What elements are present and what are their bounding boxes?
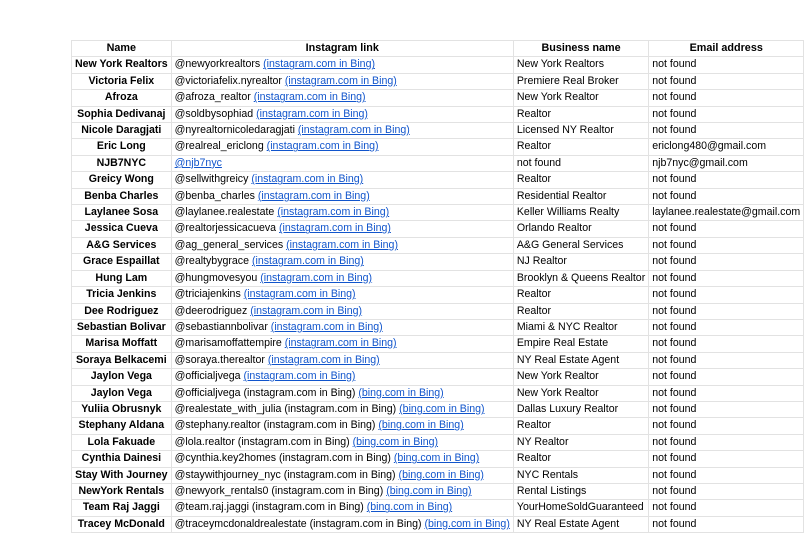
instagram-link[interactable]: (bing.com in Bing) — [358, 386, 444, 399]
table-row — [72, 418, 804, 434]
cell-name[interactable]: Hung Lam — [72, 270, 172, 286]
cell-email[interactable]: not found — [649, 221, 804, 237]
cell-name[interactable]: Jaylon Vega — [72, 385, 172, 401]
instagram-handle: @traceymcdonaldrealestate (instagram.com in Bing) — [174, 517, 422, 530]
cell-instagram[interactable] — [171, 483, 513, 499]
instagram-handle: @benba_charles — [174, 189, 255, 202]
cell-business[interactable]: Miami & NYC Realtor — [513, 319, 648, 335]
instagram-handle: @sebastiannbolivar — [174, 320, 268, 333]
cell-business[interactable]: Dallas Luxury Realtor — [513, 401, 648, 417]
instagram-handle: @marisamoffattempire — [174, 337, 282, 350]
cell-instagram[interactable] — [171, 385, 513, 401]
cell-business[interactable]: NY Real Estate Agent — [513, 516, 648, 532]
table-row — [72, 106, 804, 122]
table-row — [72, 434, 804, 450]
instagram-link[interactable]: (bing.com in Bing) — [378, 419, 464, 432]
cell-business[interactable]: Realtor — [513, 287, 648, 303]
cell-name[interactable]: Greicy Wong — [72, 172, 172, 188]
cell-business[interactable]: Orlando Realtor — [513, 221, 648, 237]
table-row — [72, 221, 804, 237]
instagram-handle: @sellwithgreicy — [174, 173, 249, 186]
instagram-link[interactable]: (instagram.com in Bing) — [251, 173, 364, 186]
cell-instagram[interactable] — [171, 369, 513, 385]
header-instagram[interactable]: Instagram link — [171, 41, 513, 57]
cell-instagram[interactable] — [171, 221, 513, 237]
header-row — [72, 41, 804, 57]
cell-business[interactable]: A&G General Services — [513, 237, 648, 253]
cell-instagram[interactable] — [171, 254, 513, 270]
cell-name[interactable]: Benba Charles — [72, 188, 172, 204]
table-row — [72, 123, 804, 139]
cell-email[interactable]: ericlong480@gmail.com — [649, 139, 804, 155]
cell-email[interactable]: not found — [649, 500, 804, 516]
table-row — [72, 57, 804, 73]
cell-business[interactable]: NJ Realtor — [513, 254, 648, 270]
table-row — [72, 287, 804, 303]
instagram-handle: @soldbysophiad — [174, 107, 254, 120]
cell-name[interactable]: NewYork Rentals — [72, 483, 172, 499]
table-row — [72, 270, 804, 286]
instagram-handle: @realtorjessicacueva — [174, 222, 277, 235]
instagram-link[interactable]: (bing.com in Bing) — [352, 435, 439, 448]
cell-name[interactable]: Grace Espaillat — [72, 254, 172, 270]
cell-instagram[interactable] — [171, 90, 513, 106]
cell-business[interactable]: Licensed NY Realtor — [513, 123, 648, 139]
cell-business[interactable]: New York Realtor — [513, 385, 648, 401]
table-row — [72, 516, 804, 532]
instagram-handle: @triciajenkins — [174, 288, 241, 301]
cell-business[interactable]: Realtor — [513, 451, 648, 467]
instagram-link[interactable]: (bing.com in Bing) — [424, 517, 510, 530]
cell-email[interactable]: laylanee.realestate@gmail.com — [649, 205, 804, 221]
cell-name[interactable]: Eric Long — [72, 139, 172, 155]
cell-email[interactable]: not found — [649, 434, 804, 450]
table-row — [72, 451, 804, 467]
cell-business[interactable]: New York Realtor — [513, 90, 648, 106]
cell-instagram[interactable] — [171, 106, 513, 122]
instagram-link[interactable]: (instagram.com in Bing) — [284, 74, 397, 87]
table-row — [72, 467, 804, 483]
cell-business[interactable]: Residential Realtor — [513, 188, 648, 204]
cell-instagram[interactable] — [171, 336, 513, 352]
cell-instagram[interactable] — [171, 237, 513, 253]
cell-email[interactable]: not found — [649, 369, 804, 385]
cell-business[interactable]: NY Real Estate Agent — [513, 352, 648, 368]
cell-name[interactable]: Dee Rodriguez — [72, 303, 172, 319]
instagram-link[interactable]: @njb7nyc — [174, 156, 222, 169]
cell-name[interactable]: Cynthia Dainesi — [72, 451, 172, 467]
table-row — [72, 352, 804, 368]
cell-email[interactable]: not found — [649, 385, 804, 401]
cell-instagram[interactable] — [171, 303, 513, 319]
cell-instagram[interactable] — [171, 418, 513, 434]
cell-email[interactable]: not found — [649, 287, 804, 303]
cell-email[interactable]: not found — [649, 483, 804, 499]
cell-business[interactable]: Rental Listings — [513, 483, 648, 499]
instagram-handle: @afroza_realtor — [174, 91, 251, 104]
cell-email[interactable]: not found — [649, 352, 804, 368]
cell-instagram[interactable] — [171, 73, 513, 89]
instagram-link[interactable]: (instagram.com in Bing) — [256, 107, 368, 120]
cell-name[interactable]: Victoria Felix — [72, 73, 172, 89]
cell-email[interactable]: not found — [649, 467, 804, 483]
cell-name[interactable]: Stay With Journey — [72, 467, 172, 483]
table-row — [72, 172, 804, 188]
cell-business[interactable]: YourHomeSoldGuaranteed — [513, 500, 648, 516]
instagram-handle: @newyorkrealtors — [174, 58, 261, 71]
cell-business[interactable]: Realtor — [513, 303, 648, 319]
instagram-handle: @realestate_with_julia (instagram.com in Bing) — [174, 402, 397, 415]
instagram-link[interactable]: (instagram.com in Bing) — [251, 255, 364, 268]
instagram-handle: @stephany.realtor (instagram.com in Bing) — [174, 419, 376, 432]
instagram-handle: @realtybygrace — [174, 255, 249, 268]
instagram-link[interactable]: (instagram.com in Bing) — [284, 337, 397, 350]
cell-business[interactable]: Brooklyn & Queens Realtor — [513, 270, 648, 286]
cell-name[interactable]: Jaylon Vega — [72, 369, 172, 385]
cell-email[interactable]: not found — [649, 451, 804, 467]
header-business[interactable]: Business name — [513, 41, 648, 57]
cell-email[interactable]: not found — [649, 336, 804, 352]
cell-name[interactable]: Jessica Cueva — [72, 221, 172, 237]
cell-name[interactable]: Team Raj Jaggi — [72, 500, 172, 516]
table-row — [72, 336, 804, 352]
instagram-link[interactable]: (instagram.com in Bing) — [253, 91, 366, 104]
cell-business[interactable]: New York Realtor — [513, 369, 648, 385]
cell-instagram[interactable] — [171, 188, 513, 204]
cell-business[interactable]: NYC Rentals — [513, 467, 648, 483]
cell-instagram[interactable] — [171, 434, 513, 450]
instagram-handle: @deerodriguez — [174, 304, 248, 317]
cell-email[interactable]: not found — [649, 90, 804, 106]
table-row — [72, 155, 804, 171]
cell-name[interactable]: Lola Fakuade — [72, 434, 172, 450]
table-row — [72, 401, 804, 417]
cell-name[interactable]: Sebastian Bolivar — [72, 319, 172, 335]
cell-business[interactable]: not found — [513, 155, 648, 171]
instagram-handle: @lola.realtor (instagram.com in Bing) — [174, 435, 350, 448]
instagram-handle: @officialjvega — [174, 370, 241, 383]
cell-name[interactable]: Sophia Dedivanaj — [72, 106, 172, 122]
instagram-link[interactable]: (instagram.com in Bing) — [263, 58, 375, 71]
cell-instagram[interactable] — [171, 57, 513, 73]
cell-email[interactable]: not found — [649, 303, 804, 319]
spreadsheet-table — [71, 40, 804, 533]
instagram-link[interactable]: (instagram.com in Bing) — [297, 124, 410, 137]
table-row — [72, 254, 804, 270]
instagram-link[interactable]: (instagram.com in Bing) — [277, 206, 390, 219]
instagram-link[interactable]: (instagram.com in Bing) — [243, 370, 356, 383]
cell-email[interactable]: not found — [649, 188, 804, 204]
cell-business[interactable]: Realtor — [513, 418, 648, 434]
cell-instagram[interactable] — [171, 270, 513, 286]
cell-email[interactable]: not found — [649, 319, 804, 335]
cell-name[interactable]: Laylanee Sosa — [72, 205, 172, 221]
cell-email[interactable]: not found — [649, 270, 804, 286]
cell-name[interactable]: Tracey McDonald — [72, 516, 172, 532]
cell-instagram[interactable] — [171, 123, 513, 139]
instagram-handle: @newyork_rentals0 (instagram.com in Bing) — [174, 484, 384, 497]
header-email[interactable]: Email address — [649, 41, 804, 57]
instagram-handle: @hungmovesyou — [174, 271, 258, 284]
cell-email[interactable]: not found — [649, 57, 804, 73]
cell-instagram[interactable] — [171, 205, 513, 221]
instagram-link[interactable]: (bing.com in Bing) — [386, 484, 472, 497]
cell-name[interactable]: Tricia Jenkins — [72, 287, 172, 303]
instagram-handle: @officialjvega (instagram.com in Bing) — [174, 386, 356, 399]
cell-business[interactable]: New York Realtors — [513, 57, 648, 73]
cell-name[interactable]: Soraya Belkacemi — [72, 352, 172, 368]
cell-name[interactable]: Yuliia Obrusnyk — [72, 401, 172, 417]
instagram-link[interactable]: (bing.com in Bing) — [393, 452, 480, 465]
cell-instagram[interactable] — [171, 401, 513, 417]
cell-business[interactable]: NY Realtor — [513, 434, 648, 450]
table-row — [72, 237, 804, 253]
cell-instagram[interactable] — [171, 500, 513, 516]
instagram-link[interactable]: (instagram.com in Bing) — [257, 189, 370, 202]
cell-instagram[interactable] — [171, 467, 513, 483]
instagram-handle: @victoriafelix.nyrealtor — [174, 74, 282, 87]
instagram-handle: @realreal_ericlong — [174, 140, 264, 153]
table-row — [72, 483, 804, 499]
instagram-link[interactable]: (instagram.com in Bing) — [279, 222, 391, 235]
instagram-handle: @ag_general_services — [174, 238, 284, 251]
instagram-handle: @nyrealtornicoledaragjati — [174, 124, 295, 137]
cell-business[interactable]: Realtor — [513, 139, 648, 155]
cell-email[interactable]: not found — [649, 418, 804, 434]
instagram-handle: @staywithjourney_nyc (instagram.com in Bing) — [174, 468, 396, 481]
instagram-handle: @soraya.therealtor — [174, 353, 265, 366]
instagram-handle: @cynthia.key2homes (instagram.com in Bing) — [174, 452, 391, 465]
cell-email[interactable]: not found — [649, 172, 804, 188]
instagram-link[interactable]: (instagram.com in Bing) — [266, 140, 379, 153]
instagram-handle: @team.raj.jaggi (instagram.com in Bing) — [174, 501, 364, 514]
cell-business[interactable]: Keller Williams Realty — [513, 205, 648, 221]
cell-instagram[interactable] — [171, 451, 513, 467]
instagram-link[interactable]: (instagram.com in Bing) — [250, 304, 363, 317]
instagram-link[interactable]: (instagram.com in Bing) — [286, 238, 398, 251]
cell-business[interactable]: Premiere Real Broker — [513, 73, 648, 89]
cell-instagram[interactable] — [171, 287, 513, 303]
cell-email[interactable]: not found — [649, 401, 804, 417]
cell-email[interactable]: not found — [649, 106, 804, 122]
instagram-link[interactable]: (bing.com in Bing) — [399, 402, 485, 415]
instagram-link[interactable]: (instagram.com in Bing) — [243, 288, 356, 301]
header-name[interactable]: Name — [72, 41, 172, 57]
table-row — [72, 205, 804, 221]
cell-instagram[interactable] — [171, 352, 513, 368]
instagram-link[interactable]: (instagram.com in Bing) — [260, 271, 373, 284]
cell-name[interactable]: Afroza — [72, 90, 172, 106]
cell-email[interactable]: not found — [649, 73, 804, 89]
cell-instagram[interactable] — [171, 516, 513, 532]
cell-name[interactable]: NJB7NYC — [72, 155, 172, 171]
table-row — [72, 385, 804, 401]
cell-business[interactable]: Empire Real Estate — [513, 336, 648, 352]
cell-name[interactable]: Stephany Aldana — [72, 418, 172, 434]
cell-name[interactable]: Marisa Moffatt — [72, 336, 172, 352]
instagram-link[interactable]: (instagram.com in Bing) — [267, 353, 380, 366]
table-row — [72, 139, 804, 155]
cell-email[interactable]: not found — [649, 123, 804, 139]
table-row — [72, 188, 804, 204]
cell-instagram[interactable] — [171, 155, 513, 171]
instagram-link[interactable]: (instagram.com in Bing) — [270, 320, 383, 333]
cell-business[interactable]: Realtor — [513, 172, 648, 188]
table-row — [72, 500, 804, 516]
instagram-link[interactable]: (bing.com in Bing) — [398, 468, 484, 481]
table-row — [72, 369, 804, 385]
instagram-link[interactable]: (bing.com in Bing) — [366, 501, 453, 514]
cell-email[interactable]: njb7nyc@gmail.com — [649, 155, 804, 171]
cell-name[interactable]: A&G Services — [72, 237, 172, 253]
cell-instagram[interactable] — [171, 172, 513, 188]
table-row — [72, 73, 804, 89]
cell-business[interactable]: Realtor — [513, 106, 648, 122]
cell-email[interactable]: not found — [649, 516, 804, 532]
table-row — [72, 303, 804, 319]
cell-email[interactable]: not found — [649, 254, 804, 270]
cell-name[interactable]: New York Realtors — [72, 57, 172, 73]
cell-instagram[interactable] — [171, 139, 513, 155]
instagram-handle: @laylanee.realestate — [174, 206, 275, 219]
cell-instagram[interactable] — [171, 319, 513, 335]
table-row — [72, 319, 804, 335]
table-body — [72, 57, 804, 533]
table-row — [72, 90, 804, 106]
cell-name[interactable]: Nicole Daragjati — [72, 123, 172, 139]
cell-email[interactable]: not found — [649, 237, 804, 253]
